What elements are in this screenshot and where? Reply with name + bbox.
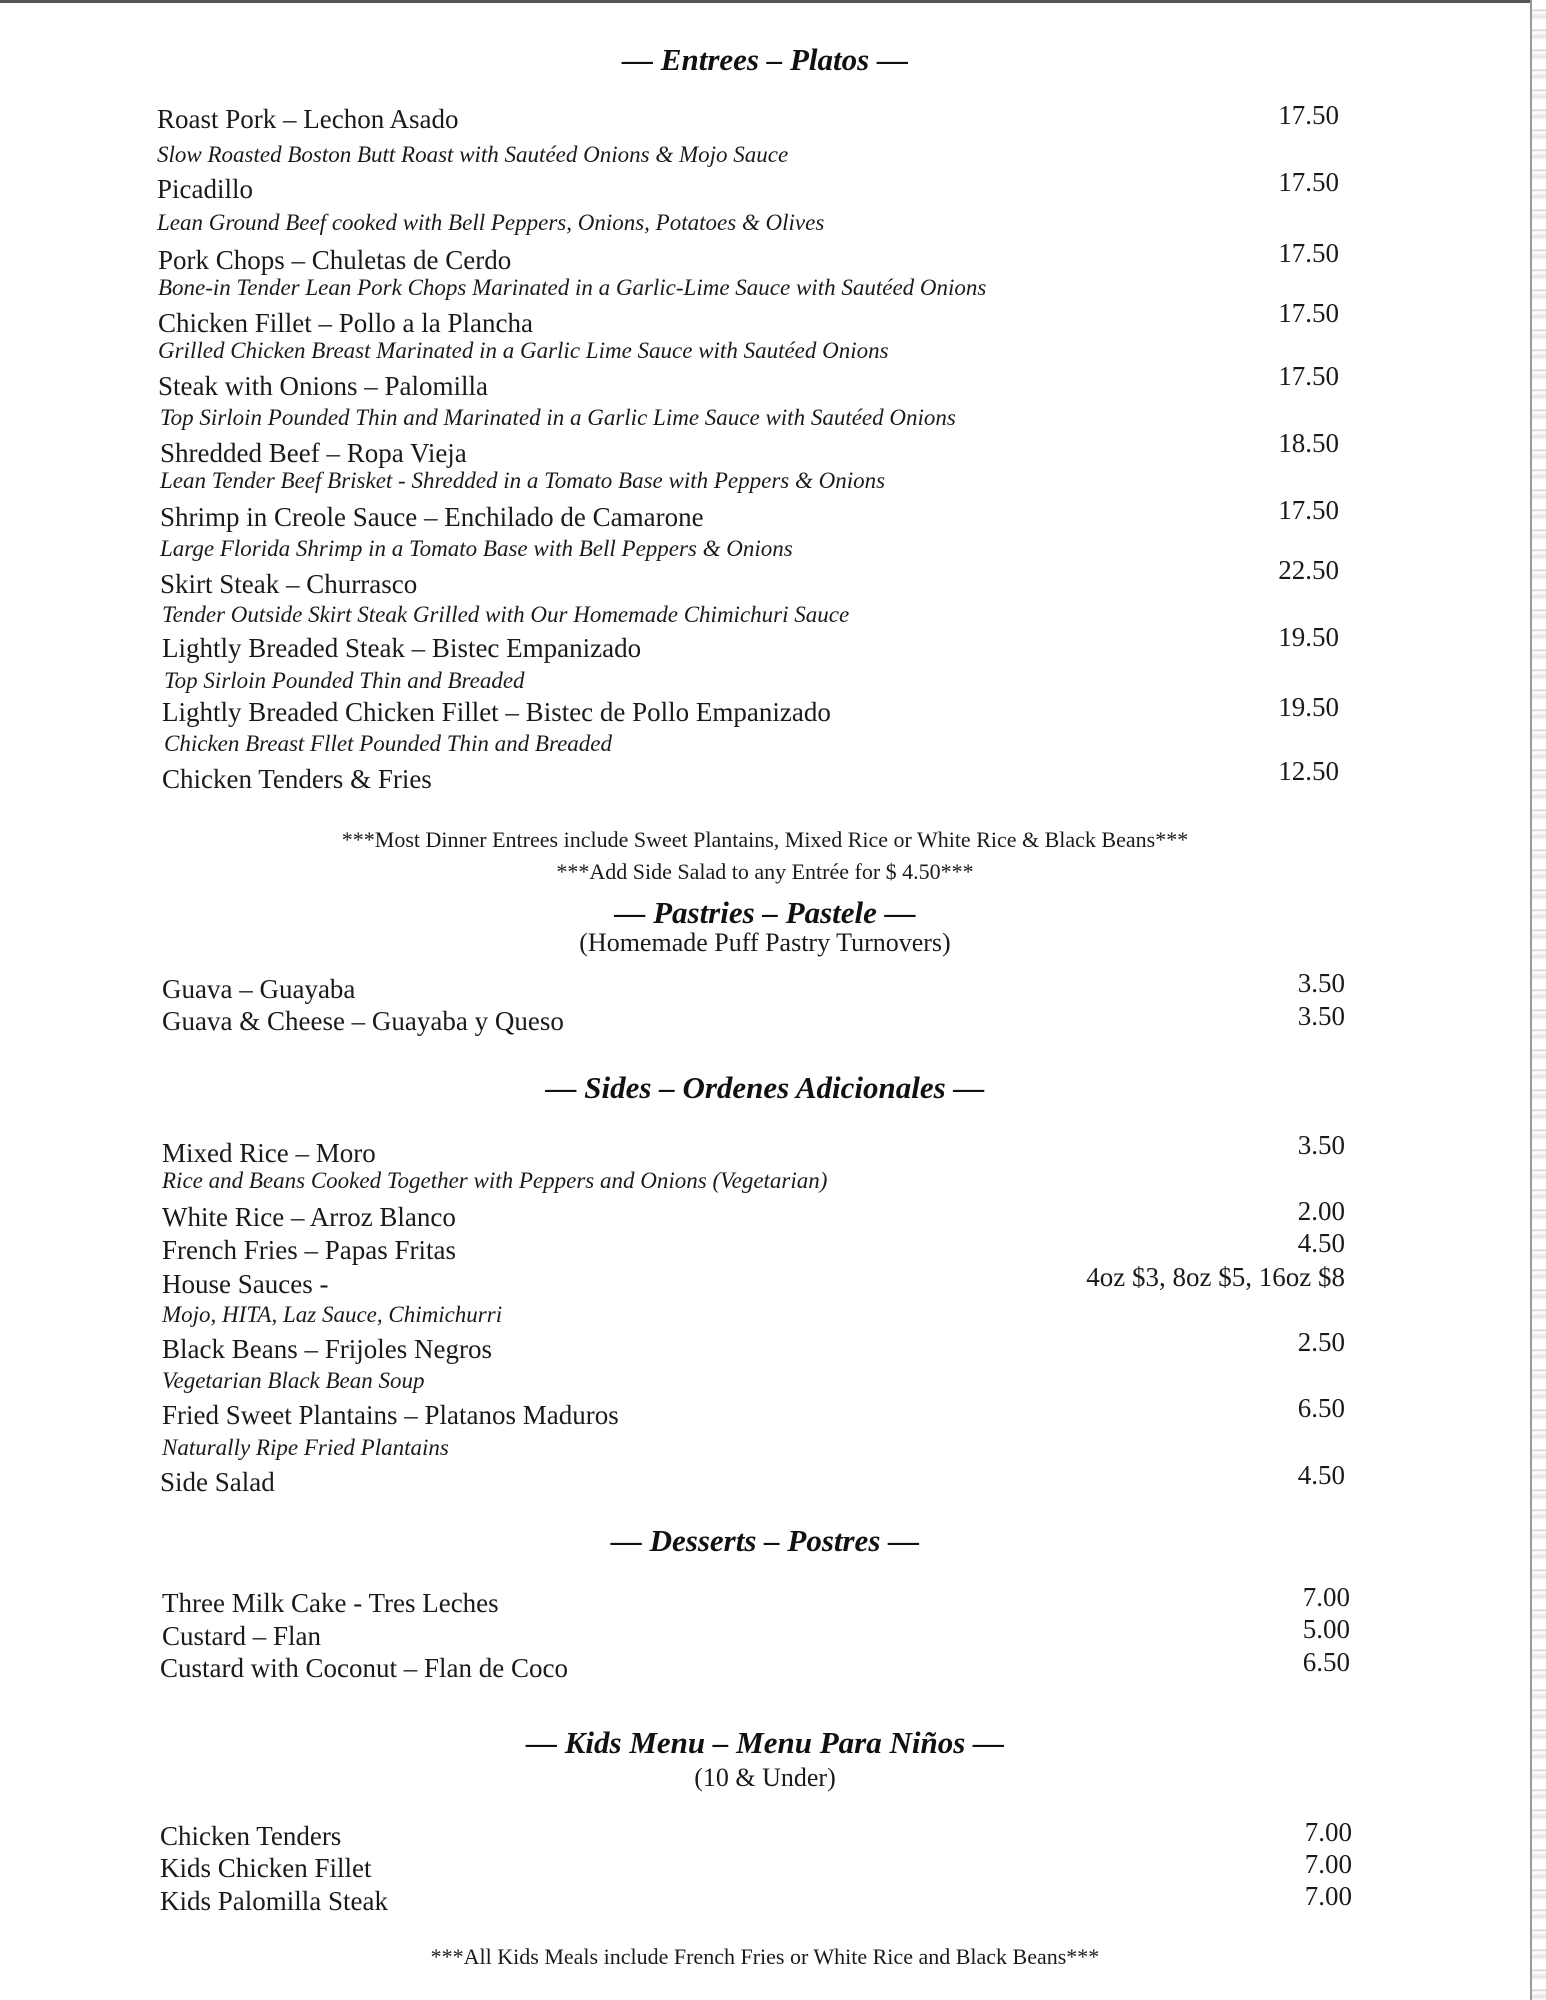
pastry-price: 3.50 [1297, 1001, 1345, 1031]
side-desc: Naturally Ripe Fried Plantains [162, 1435, 449, 1460]
dessert-name: Custard – Flan [162, 1621, 321, 1651]
entree-desc: Lean Ground Beef cooked with Bell Peppers, Onions, Potatoes & Olives [157, 210, 825, 235]
entree-name: Lightly Breaded Steak – Bistec Empanizado [162, 633, 642, 663]
entree-price: 22.50 [1278, 555, 1339, 585]
entree-desc: Top Sirloin Pounded Thin and Marinated in a Garlic Lime Sauce with Sautéed Onions [160, 405, 956, 430]
entree-desc: Grilled Chicken Breast Marinated in a Garlic Lime Sauce with Sautéed Onions [158, 338, 889, 363]
side-name: Fried Sweet Plantains – Platanos Maduros [162, 1400, 619, 1430]
entree-price: 17.50 [1278, 495, 1339, 525]
entree-price: 18.50 [1278, 428, 1339, 458]
side-salad-note: ***Add Side Salad to any Entrée for $ 4.50*** [556, 859, 974, 884]
entrees-note: ***Most Dinner Entrees include Sweet Plantains, Mixed Rice or White Rice & Black Beans*** [341, 827, 1189, 852]
entree-price: 19.50 [1278, 622, 1339, 652]
side-name: Side Salad [160, 1467, 275, 1497]
entrees-heading: — Entrees – Platos — [622, 42, 908, 77]
side-price: 6.50 [1297, 1393, 1345, 1423]
pastries-heading: — Pastries – Pastele — [614, 895, 916, 930]
entree-desc: Tender Outside Skirt Steak Grilled with Our Homemade Chimichuri Sauce [162, 602, 850, 627]
dessert-name: Three Milk Cake - Tres Leches [162, 1588, 499, 1618]
kids-note: ***All Kids Meals include French Fries or White Rice and Black Beans*** [430, 1944, 1100, 1969]
side-price: 2.00 [1297, 1196, 1345, 1226]
entree-name: Shredded Beef – Ropa Vieja [160, 438, 467, 468]
entree-price: 17.50 [1278, 100, 1339, 130]
entree-desc: Chicken Breast Fllet Pounded Thin and Breaded [164, 731, 612, 756]
entree-price: 19.50 [1278, 692, 1339, 722]
side-name: Black Beans – Frijoles Negros [162, 1334, 492, 1364]
dessert-price: 5.00 [1302, 1614, 1350, 1644]
side-name: House Sauces - [162, 1269, 329, 1299]
entree-name: Chicken Fillet – Pollo a la Plancha [158, 308, 533, 338]
kids-heading: — Kids Menu – Menu Para Niños — [525, 1725, 1005, 1760]
entree-name: Skirt Steak – Churrasco [160, 569, 418, 599]
side-price: 4.50 [1297, 1460, 1345, 1490]
side-name: Mixed Rice – Moro [162, 1138, 376, 1168]
entree-desc: Bone-in Tender Lean Pork Chops Marinated in a Garlic-Lime Sauce with Sautéed Onions [158, 275, 987, 300]
kids-item-name: Kids Palomilla Steak [160, 1886, 388, 1916]
entree-price: 17.50 [1278, 167, 1339, 197]
dessert-price: 6.50 [1302, 1647, 1350, 1677]
entree-name: Pork Chops – Chuletas de Cerdo [158, 245, 512, 275]
kids-item-price: 7.00 [1304, 1881, 1352, 1911]
entree-name: Steak with Onions – Palomilla [158, 371, 488, 401]
entree-price: 17.50 [1278, 361, 1339, 391]
desserts-heading: — Desserts – Postres — [610, 1523, 920, 1558]
side-price: 3.50 [1297, 1130, 1345, 1160]
side-desc: Vegetarian Black Bean Soup [162, 1368, 425, 1393]
entree-name: Chicken Tenders & Fries [162, 764, 432, 794]
pastry-price: 3.50 [1297, 968, 1345, 998]
sides-heading: — Sides – Ordenes Adicionales — [545, 1070, 985, 1105]
entree-desc: Slow Roasted Boston Butt Roast with Sautéed Onions & Mojo Sauce [157, 142, 789, 167]
entree-name: Shrimp in Creole Sauce – Enchilado de Camarone [160, 502, 704, 532]
entree-desc: Large Florida Shrimp in a Tomato Base with Bell Peppers & Onions [160, 536, 793, 561]
side-desc: Mojo, HITA, Laz Sauce, Chimichurri [162, 1302, 503, 1327]
entree-name: Roast Pork – Lechon Asado [157, 104, 459, 134]
dessert-name: Custard with Coconut – Flan de Coco [160, 1653, 568, 1683]
side-name: French Fries – Papas Fritas [162, 1235, 456, 1265]
pastry-name: Guava – Guayaba [162, 974, 356, 1004]
entree-price: 17.50 [1278, 238, 1339, 268]
entree-desc: Top Sirloin Pounded Thin and Breaded [164, 668, 525, 693]
entree-price: 12.50 [1278, 756, 1339, 786]
kids-item-price: 7.00 [1304, 1849, 1352, 1879]
entree-name: Picadillo [157, 174, 253, 204]
kids-item-price: 7.00 [1304, 1817, 1352, 1847]
entree-desc: Lean Tender Beef Brisket - Shredded in a Tomato Base with Peppers & Onions [160, 468, 886, 493]
top-border [0, 0, 1546, 3]
pastry-name: Guava & Cheese – Guayaba y Queso [162, 1006, 564, 1036]
side-price: 2.50 [1297, 1327, 1345, 1357]
side-desc: Rice and Beans Cooked Together with Peppers and Onions (Vegetarian) [162, 1168, 828, 1193]
entree-price: 17.50 [1278, 298, 1339, 328]
kids-item-name: Kids Chicken Fillet [160, 1853, 372, 1883]
kids-item-name: Chicken Tenders [160, 1821, 342, 1851]
kids-subtitle: (10 & Under) [694, 1763, 836, 1792]
paper-edge [1532, 0, 1546, 2000]
side-price: 4oz $3, 8oz $5, 16oz $8 [1086, 1262, 1345, 1292]
pastries-subtitle: (Homemade Puff Pastry Turnovers) [579, 928, 951, 957]
side-name: White Rice – Arroz Blanco [162, 1202, 456, 1232]
side-price: 4.50 [1297, 1228, 1345, 1258]
dessert-price: 7.00 [1302, 1582, 1350, 1612]
entree-name: Lightly Breaded Chicken Fillet – Bistec de Pollo Empanizado [162, 697, 831, 727]
